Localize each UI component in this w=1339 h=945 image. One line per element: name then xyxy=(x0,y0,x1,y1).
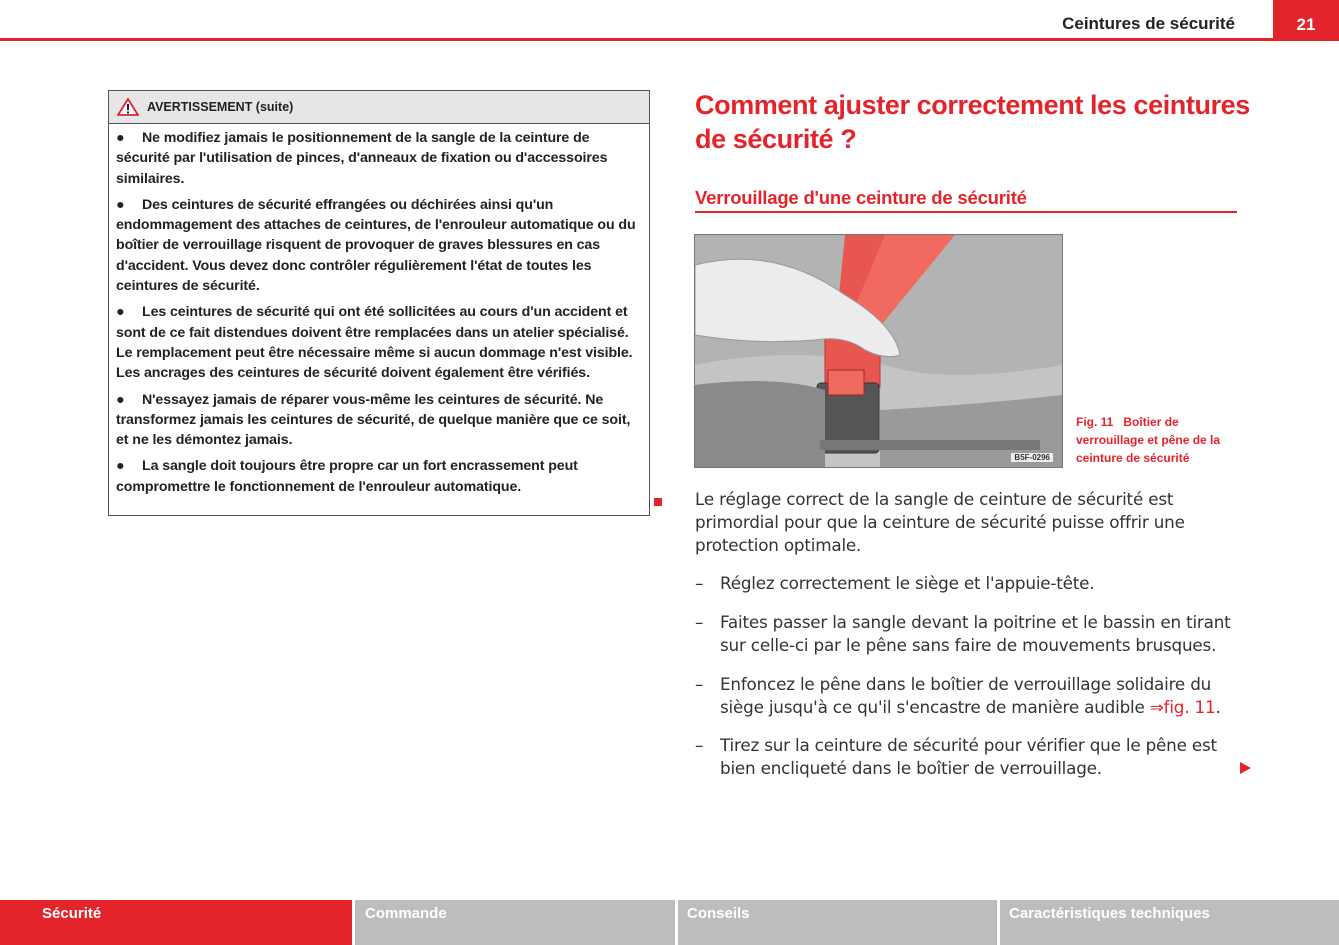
footer-nav xyxy=(0,900,1339,945)
warning-title: AVERTISSEMENT (suite) xyxy=(147,100,294,114)
subsection-title: Verrouillage d'une ceinture de sécurité xyxy=(695,187,1027,208)
tab-conseils[interactable]: Conseils xyxy=(675,900,997,945)
warning-item: ● Les ceintures de sécurité qui ont été sollicitées au cours d'un accident et sont de ce fait distendues doivent être remplacées dans un atelier spécialisé. Le remplacement peut être nécessaire même si aucun dommage n'est visible. Les ancrages des ceintures de sécurité doivent également être vérifiés. xyxy=(116,304,633,382)
header-rule xyxy=(0,38,1273,41)
step-item: – Enfoncez le pêne dans le boîtier de verrouillage solidaire du siège jusqu'à ce qu'il s'encastre de manière audible ⇒fig. 11. xyxy=(695,674,1221,717)
warning-item: ● Des ceintures de sécurité effrangées ou déchirées ainsi qu'un endommagement des attaches de ceintures, de l'enrouleur automatique ou du boîtier de verrouillage risquent de provoquer de graves blessures en cas d'accident. Vous devez donc contrôler régulièrement l'état de toutes les ceintures de sécurité. xyxy=(116,196,636,295)
warning-item: ● N'essayez jamais de réparer vous-même les ceintures de sécurité. Ne transformez jamais les ceintures de sécurité, de quelque manière que ce soit, et ne les démontez jamais. xyxy=(116,391,631,449)
page-number: 21 xyxy=(1273,0,1339,41)
end-of-section-marker xyxy=(654,498,662,506)
figure-caption-text: Boîtier de verrouillage et pêne de la ceinture de sécurité xyxy=(1076,415,1221,465)
warning-header xyxy=(109,91,649,124)
intro-paragraph: Le réglage correct de la sangle de ceinture de sécurité est primordial pour que la ceinture de sécurité puisse offrir une protection optimale. xyxy=(695,489,1185,555)
figure-label: Fig. 11 xyxy=(1076,415,1114,429)
figure-caption xyxy=(1076,413,1236,467)
step-item: – Réglez correctement le siège et l'appuie-tête. xyxy=(695,573,1095,593)
figure-code: B5F-0296 xyxy=(1010,452,1054,463)
seatbelt-illustration xyxy=(695,235,1062,467)
warning-item: ● Ne modifiez jamais le positionnement de la sangle de la ceinture de sécurité par l'utilisation de pinces, d'anneaux de fixation ou d'accessoires similaires. xyxy=(116,130,608,187)
tab-commande[interactable]: Commande xyxy=(352,900,675,945)
subsection-rule xyxy=(695,211,1237,213)
warning-box xyxy=(108,90,650,516)
figure-link[interactable]: ⇒fig. 11 xyxy=(1149,697,1216,717)
step-item: – Tirez sur la ceinture de sécurité pour vérifier que le pêne est bien encliqueté dans le boîtier de verrouillage. xyxy=(695,735,1217,778)
figure-seatbelt-buckle xyxy=(694,234,1063,468)
warning-item: ● La sangle doit toujours être propre car un fort encrassement peut compromettre le fonctionnement de l'enrouleur automatique. xyxy=(116,458,578,495)
tab-securite[interactable]: Sécurité xyxy=(0,900,352,945)
warning-triangle-icon xyxy=(117,98,139,116)
main-title: Comment ajuster correctement les ceintures de sécurité ? xyxy=(695,90,1250,154)
tab-caracteristiques[interactable]: Caractéristiques techniques xyxy=(997,900,1339,945)
continue-arrow-icon xyxy=(1240,762,1251,774)
step-item: – Faites passer la sangle devant la poitrine et le bassin en tirant sur celle-ci par le pêne sans faire de mouvements brusques. xyxy=(695,612,1231,655)
section-title: Ceintures de sécurité xyxy=(1062,14,1235,33)
